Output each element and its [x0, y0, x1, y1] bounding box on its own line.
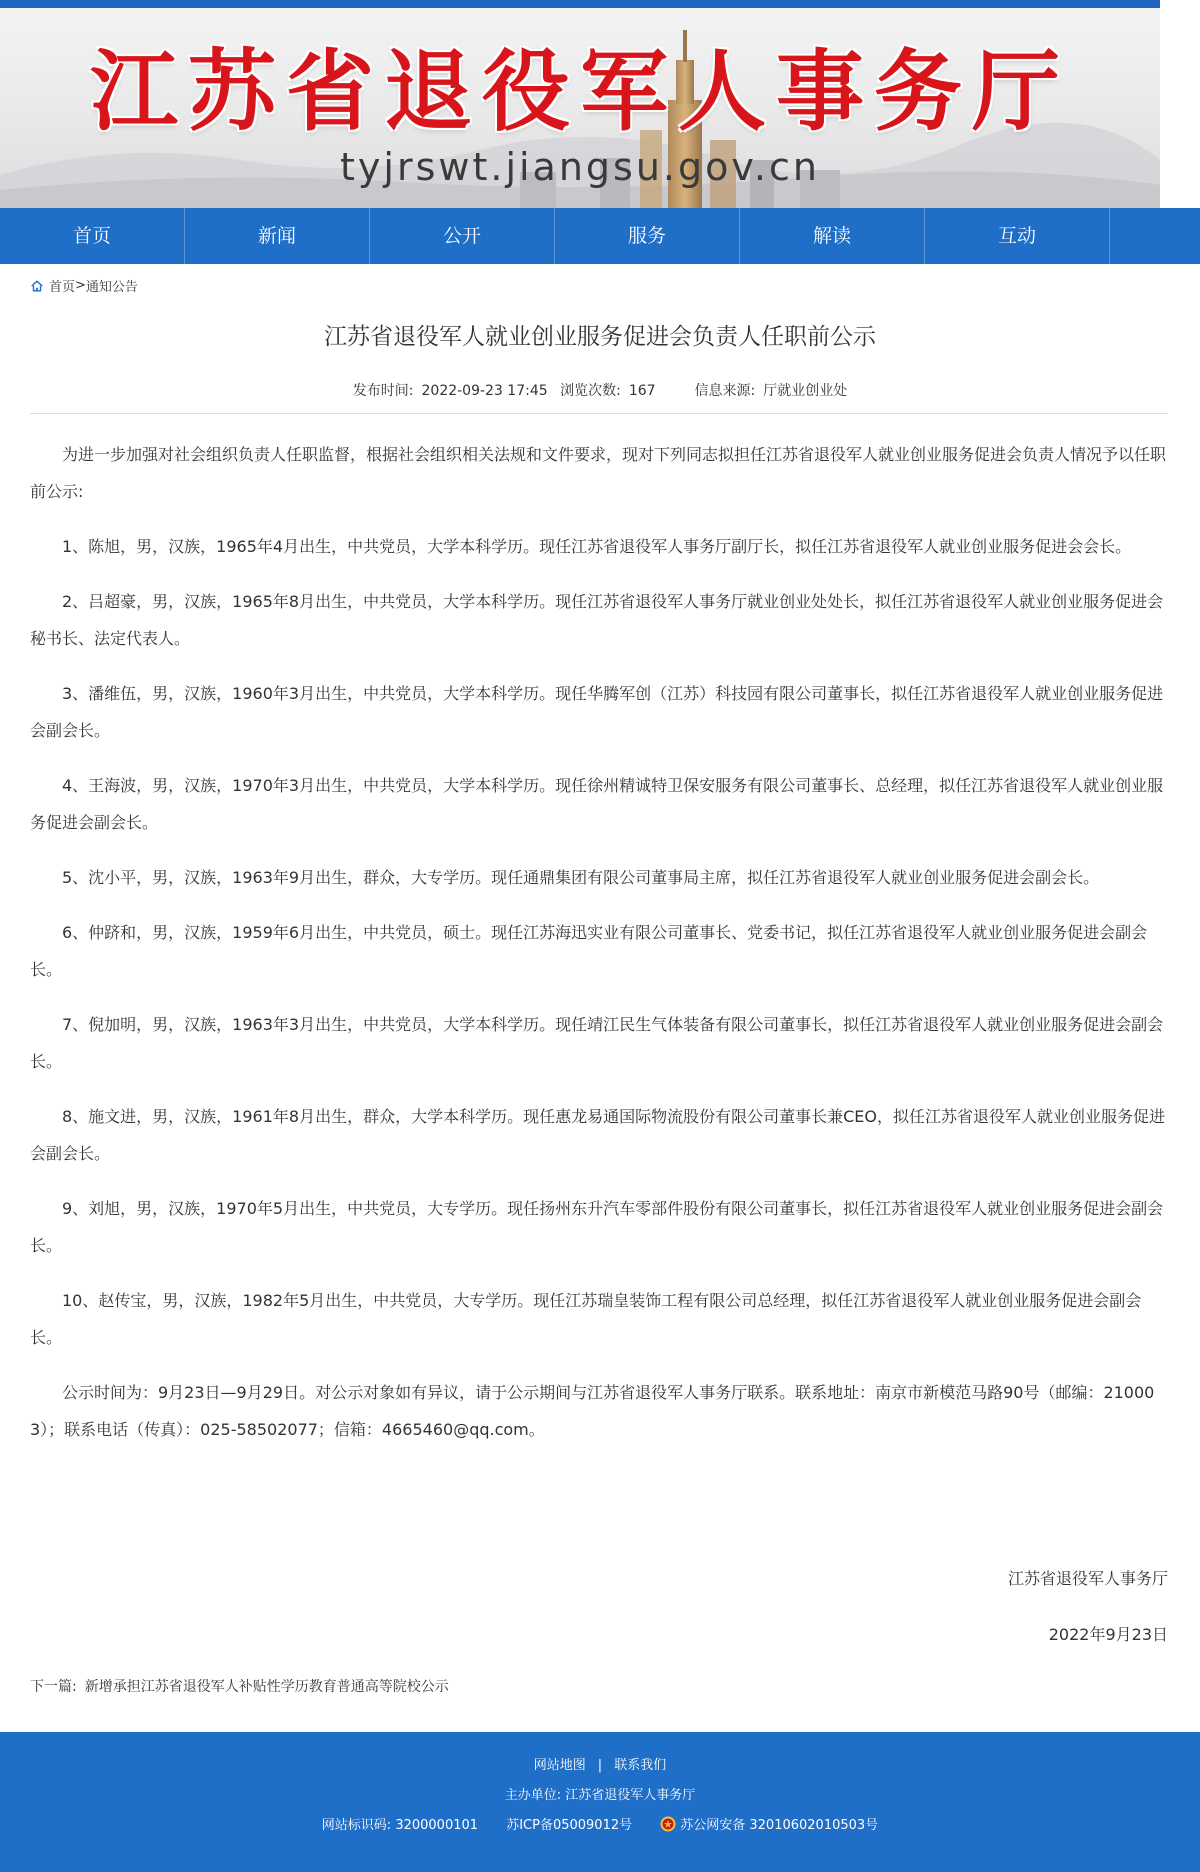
site-id-value: 3200000101 [395, 1818, 479, 1833]
contact-link[interactable]: 联系我们 [614, 1758, 667, 1773]
site-url: tyjrswt.jiangsu.gov.cn [340, 145, 820, 189]
icp-record-link[interactable]: 苏ICP备05009012号 [506, 1818, 633, 1833]
publish-time-label: 发布时间: [352, 383, 414, 399]
article-body [30, 436, 1170, 1466]
nav-item-home[interactable]: 首页 [0, 208, 185, 264]
article-paragraph: 为进一步加强对社会组织负责人任职监督，根据社会组织相关法规和文件要求，现对下列同志拟担任江苏省退役军人就业创业服务促进会负责人情况予以任职前公示: [30, 445, 1167, 501]
footer-links [0, 1754, 1200, 1773]
nav-item-services[interactable]: 服务 [555, 208, 740, 264]
main-nav [0, 208, 1200, 264]
article-paragraph: 8、施文进，男，汉族，1961年8月出生，群众，大学本科学历。现任惠龙易通国际物流股份有限公司董事长兼CEO，拟任江苏省退役军人就业创业服务促进会副会长。 [30, 1107, 1165, 1163]
next-article [30, 1676, 449, 1696]
article-paragraph: 3、潘维伍，男，汉族，1960年3月出生，中共党员，大学本科学历。现任华腾军创（江苏）科技园有限公司董事长，拟任江苏省退役军人就业创业服务促进会副会长。 [30, 684, 1164, 740]
next-article-link[interactable]: 新增承担江苏省退役军人补贴性学历教育普通高等院校公示 [84, 1679, 449, 1695]
breadcrumb [30, 276, 138, 295]
article-paragraph: 公示时间为：9月23日—9月29日。对公示对象如有异议，请于公示期间与江苏省退役军人事务厅联系。联系地址：南京市新模范马路90号（邮编：210003）；联系电话（传真）：025-58502077；信箱：4665460@qq.com。 [30, 1383, 1155, 1439]
host-value: 江苏省退役军人事务厅 [565, 1788, 696, 1803]
nav-item-interpretation[interactable]: 解读 [740, 208, 925, 264]
home-icon [30, 279, 44, 293]
views-value: 167 [628, 383, 656, 399]
breadcrumb-current-link[interactable]: 通知公告 [85, 280, 138, 295]
footer-link-divider: | [597, 1758, 603, 1773]
article-paragraph: 5、沈小平，男，汉族，1963年9月出生，群众，大专学历。现任通鼎集团有限公司董事局主席，拟任江苏省退役军人就业创业服务促进会副会长。 [62, 868, 1100, 887]
publish-time-value: 2022-09-23 17:45 [421, 383, 548, 399]
signature-date: 2022年9月23日 [1048, 1625, 1168, 1644]
banner-right-gap [1160, 0, 1200, 208]
article-paragraph: 10、赵传宝，男，汉族，1982年5月出生，中共党员，大专学历。现任江苏瑞皇装饰工程有限公司总经理，拟任江苏省退役军人就业创业服务促进会副会长。 [30, 1291, 1142, 1347]
article-paragraph: 6、仲跻和，男，汉族，1959年6月出生，中共党员，硕士。现任江苏海迅实业有限公司董事长、党委书记，拟任江苏省退役军人就业创业服务促进会副会长。 [30, 923, 1148, 979]
footer-host [0, 1784, 1200, 1803]
source-label: 信息来源: [694, 383, 756, 399]
next-article-label: 下一篇: [30, 1679, 77, 1695]
source-value: 厅就业创业处 [763, 383, 848, 399]
site-id-label: 网站标识码: [321, 1818, 392, 1833]
title-divider [30, 413, 1168, 414]
site-footer [0, 1732, 1200, 1872]
police-record-link[interactable]: 苏公网安备 32010602010503号 [680, 1818, 879, 1833]
nav-item-interaction[interactable]: 互动 [925, 208, 1110, 264]
article-paragraph: 4、王海波，男，汉族，1970年3月出生，中共党员，大学本科学历。现任徐州精诚特卫保安服务有限公司董事长、总经理，拟任江苏省退役军人就业创业服务促进会副会长。 [30, 776, 1164, 832]
nav-item-disclosure[interactable]: 公开 [370, 208, 555, 264]
article-paragraph: 9、刘旭，男，汉族，1970年5月出生，中共党员，大专学历。现任扬州东升汽车零部件股份有限公司董事长，拟任江苏省退役军人就业创业服务促进会副会长。 [30, 1199, 1164, 1255]
article-title: 江苏省退役军人就业创业服务促进会负责人任职前公示 [324, 324, 876, 350]
police-badge-icon [660, 1816, 676, 1832]
site-title: 江苏省退役军人事务厅 [89, 40, 1070, 143]
breadcrumb-separator: > [75, 278, 86, 293]
article-paragraph: 1、陈旭，男，汉族，1965年4月出生，中共党员，大学本科学历。现任江苏省退役军人事务厅副厅长，拟任江苏省退役军人就业创业服务促进会会长。 [62, 537, 1132, 556]
nav-filler [1110, 208, 1200, 264]
article-paragraph: 7、倪加明，男，汉族，1963年3月出生，中共党员，大学本科学历。现任靖江民生气体装备有限公司董事长，拟任江苏省退役军人就业创业服务促进会副会长。 [30, 1015, 1164, 1071]
host-label: 主办单位: [504, 1788, 562, 1803]
signature-org: 江苏省退役军人事务厅 [1007, 1569, 1168, 1588]
nav-item-news[interactable]: 新闻 [185, 208, 370, 264]
footer-records [0, 1814, 1200, 1833]
article-meta [0, 380, 1200, 400]
sitemap-link[interactable]: 网站地图 [533, 1758, 586, 1773]
site-banner [0, 0, 1160, 208]
views-label: 浏览次数: [560, 383, 621, 399]
breadcrumb-home-link[interactable]: 首页 [49, 280, 76, 295]
article-paragraph: 2、吕超豪，男，汉族，1965年8月出生，中共党员，大学本科学历。现任江苏省退役军人事务厅就业创业处处长，拟任江苏省退役军人就业创业服务促进会秘书长、法定代表人。 [30, 592, 1164, 648]
